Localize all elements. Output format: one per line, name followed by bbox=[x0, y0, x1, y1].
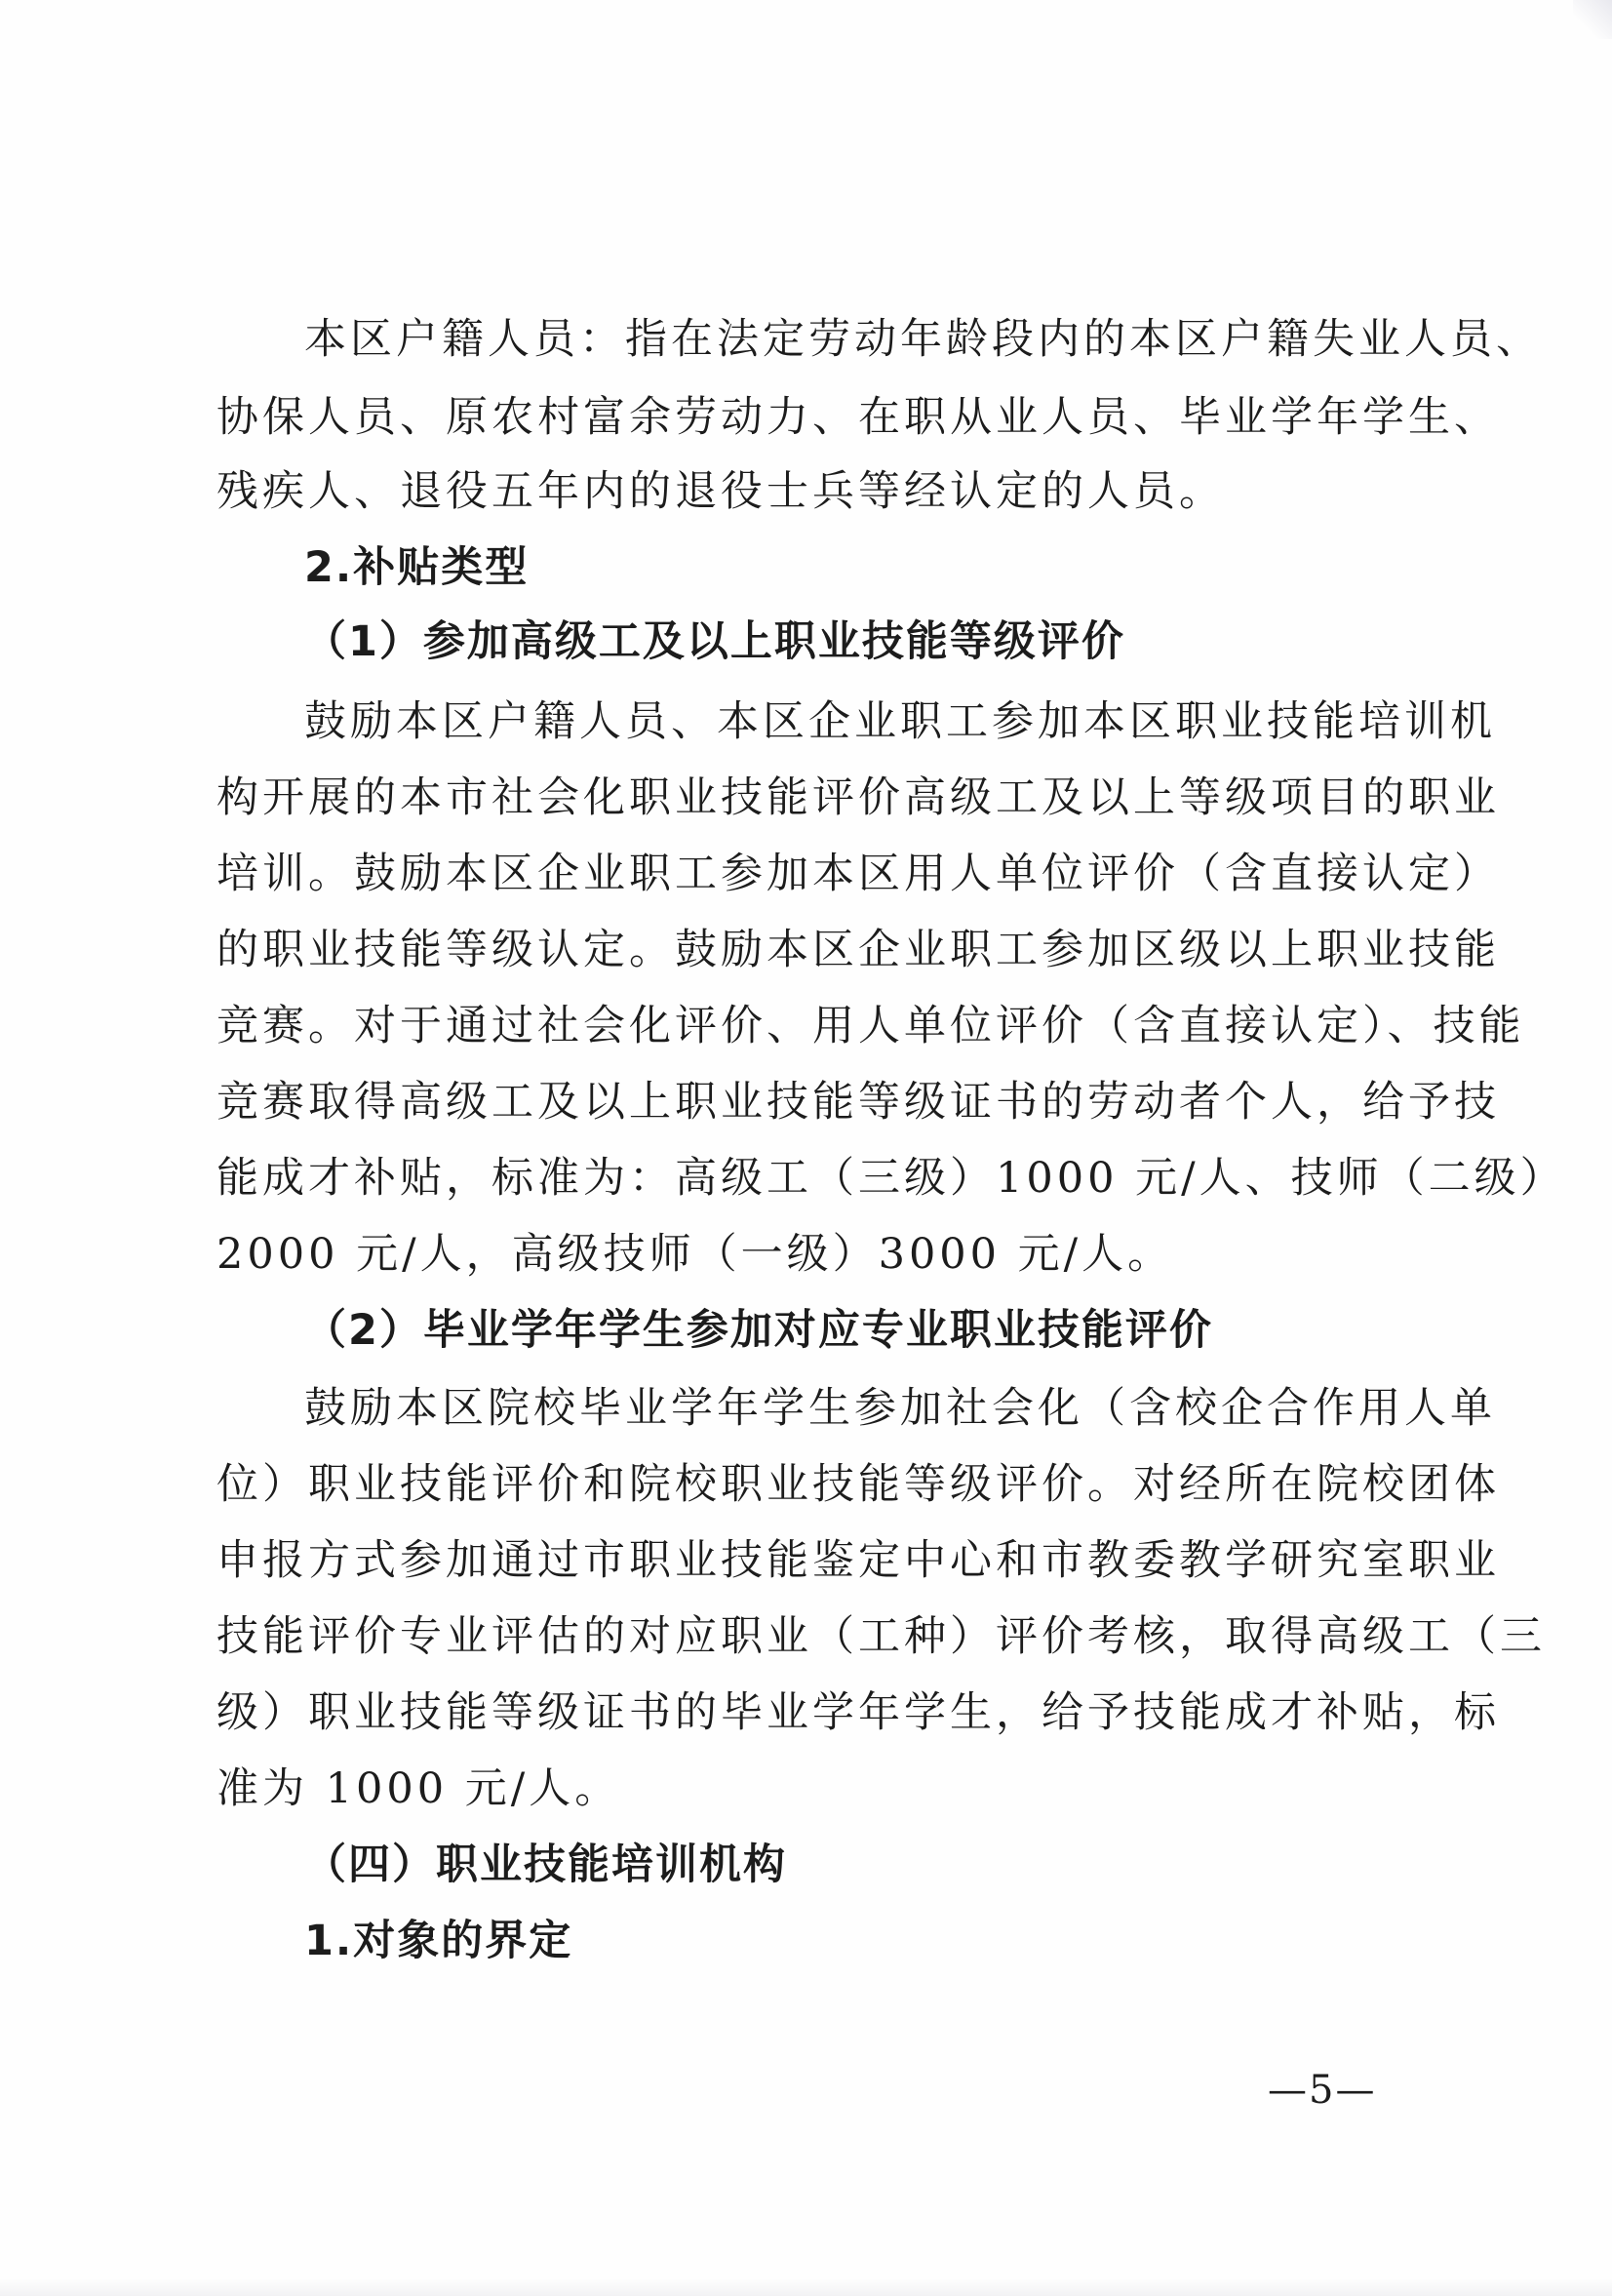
para2-line-6: 竞赛取得高级工及以上职业技能等级证书的劳动者个人，给予技 bbox=[216, 1078, 1500, 1127]
heading-section-4: （四）职业技能培训机构 bbox=[304, 1841, 787, 1889]
para3-line-3: 申报方式参加通过市职业技能鉴定中心和市教委教学研究室职业 bbox=[216, 1536, 1500, 1585]
page-number: —5— bbox=[1268, 2068, 1377, 2113]
para2-line-7: 能成才补贴，标准为：高级工（三级）1000 元/人、技师（二级） bbox=[216, 1154, 1566, 1203]
heading-item-1: （1）参加高级工及以上职业技能等级评价 bbox=[304, 617, 1125, 666]
scan-bottom-shadow bbox=[0, 2278, 1612, 2296]
heading-subsidy-types: 2.补贴类型 bbox=[304, 543, 530, 592]
para2-line-3: 培训。鼓励本区企业职工参加本区用人单位评价（含直接认定） bbox=[216, 850, 1500, 898]
para2-line-8: 2000 元/人，高级技师（一级）3000 元/人。 bbox=[216, 1230, 1174, 1279]
heading-definition: 1.对象的界定 bbox=[304, 1917, 573, 1965]
para2-line-4: 的职业技能等级认定。鼓励本区企业职工参加区级以上职业技能 bbox=[216, 926, 1500, 974]
para3-line-1: 鼓励本区院校毕业学年学生参加社会化（含校企合作用人单 bbox=[304, 1384, 1496, 1433]
para3-line-6: 准为 1000 元/人。 bbox=[216, 1764, 621, 1813]
heading-item-2: （2）毕业学年学生参加对应专业职业技能评价 bbox=[304, 1306, 1213, 1355]
para1-line-1: 本区户籍人员：指在法定劳动年龄段内的本区户籍失业人员、 bbox=[304, 315, 1542, 364]
para1-line-3: 残疾人、退役五年内的退役士兵等经认定的人员。 bbox=[216, 467, 1225, 516]
para3-line-2: 位）职业技能评价和院校职业技能等级评价。对经所在院校团体 bbox=[216, 1460, 1500, 1509]
scan-corner-shadow bbox=[1573, 0, 1612, 39]
para3-line-5: 级）职业技能等级证书的毕业学年学生，给予技能成才补贴，标 bbox=[216, 1688, 1500, 1737]
para2-line-2: 构开展的本市社会化职业技能评价高级工及以上等级项目的职业 bbox=[216, 773, 1500, 822]
para3-line-4: 技能评价专业评估的对应职业（工种）评价考核，取得高级工（三 bbox=[216, 1612, 1546, 1661]
para2-line-1: 鼓励本区户籍人员、本区企业职工参加本区职业技能培训机 bbox=[304, 697, 1496, 746]
para2-line-5: 竞赛。对于通过社会化评价、用人单位评价（含直接认定）、技能 bbox=[216, 1002, 1525, 1050]
para1-line-2: 协保人员、原农村富余劳动力、在职从业人员、毕业学年学生、 bbox=[216, 393, 1500, 442]
